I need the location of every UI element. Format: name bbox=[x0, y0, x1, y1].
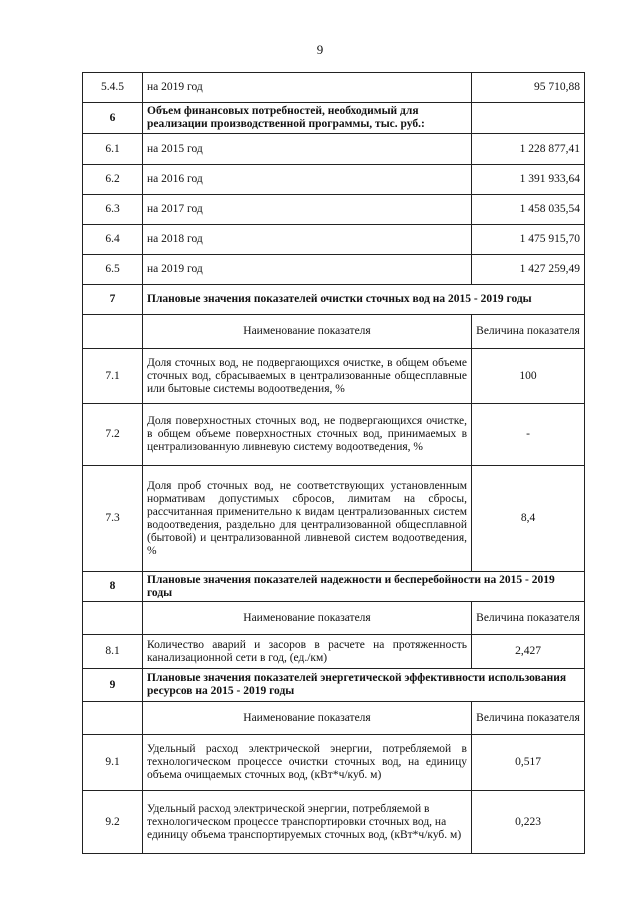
table-row bbox=[83, 791, 585, 854]
table-row bbox=[83, 73, 585, 103]
empty-cell bbox=[83, 315, 143, 349]
table-row bbox=[83, 134, 585, 165]
table-row bbox=[83, 255, 585, 285]
table-row bbox=[83, 195, 585, 225]
row-number: 6.3 bbox=[83, 195, 143, 225]
table-row bbox=[83, 466, 585, 572]
row-value: 0,517 bbox=[472, 735, 585, 791]
section-row bbox=[83, 669, 585, 702]
row-value: 1 475 915,70 bbox=[472, 225, 585, 255]
section-title: Плановые значения показателей очистки сточных вод на 2015 - 2019 годы bbox=[143, 285, 585, 315]
section-number: 7 bbox=[83, 285, 143, 315]
row-name: на 2016 год bbox=[143, 165, 472, 195]
section-number: 6 bbox=[83, 103, 143, 134]
section-number: 9 bbox=[83, 669, 143, 702]
row-value: 1 228 877,41 bbox=[472, 134, 585, 165]
row-number: 9.1 bbox=[83, 735, 143, 791]
row-value: 1 391 933,64 bbox=[472, 165, 585, 195]
column-header-value: Величина показателя bbox=[472, 702, 585, 735]
row-value: - bbox=[472, 404, 585, 466]
section-title: Объем финансовых потребностей, необходимый для реализации производственной программы, тыс. руб.: bbox=[143, 103, 472, 134]
section-number: 8 bbox=[83, 572, 143, 602]
page-number: 9 bbox=[316, 42, 324, 57]
row-value: 2,427 bbox=[472, 635, 585, 669]
row-name: на 2018 год bbox=[143, 225, 472, 255]
table-row bbox=[83, 404, 585, 466]
empty-cell bbox=[472, 103, 585, 134]
column-header-value: Величина показателя bbox=[472, 315, 585, 349]
column-header-name: Наименование показателя bbox=[143, 602, 472, 635]
column-header-name: Наименование показателя bbox=[143, 315, 472, 349]
row-name: Удельный расход электрической энергии, потребляемой в технологическом процессе очистки сточных вод, на единицу объема очищаемых сточных вод, (кВт*ч/куб. м) bbox=[143, 735, 472, 791]
row-number: 7.3 bbox=[83, 466, 143, 572]
table-row bbox=[83, 735, 585, 791]
row-number: 7.1 bbox=[83, 349, 143, 404]
row-name: на 2019 год bbox=[143, 73, 472, 103]
row-number: 6.1 bbox=[83, 134, 143, 165]
table-row bbox=[83, 225, 585, 255]
table-row bbox=[83, 635, 585, 669]
row-value: 95 710,88 bbox=[472, 73, 585, 103]
section-row bbox=[83, 103, 585, 134]
row-name: Удельный расход электрической энергии, потребляемой в технологическом процессе транспортировки сточных вод, на единицу объема транспортируемых сточных вод, (кВт*ч/куб. м) bbox=[143, 791, 472, 854]
row-name: на 2015 год bbox=[143, 134, 472, 165]
row-number: 6.2 bbox=[83, 165, 143, 195]
row-name: Доля сточных вод, не подвергающихся очистке, в общем объеме сточных вод, сбрасываемых в централизованные общесплавные или бытовые системы водоотведения, % bbox=[143, 349, 472, 404]
row-number: 6.4 bbox=[83, 225, 143, 255]
table-row bbox=[83, 349, 585, 404]
section-title: Плановые значения показателей надежности и бесперебойности на 2015 - 2019 годы bbox=[143, 572, 585, 602]
section-row bbox=[83, 572, 585, 602]
empty-cell bbox=[83, 702, 143, 735]
row-value: 8,4 bbox=[472, 466, 585, 572]
program-indicators-table bbox=[82, 72, 585, 854]
section-title: Плановые значения показателей энергетической эффективности использования ресурсов на 2015 - 2019 годы bbox=[143, 669, 585, 702]
row-number: 7.2 bbox=[83, 404, 143, 466]
table-row bbox=[83, 165, 585, 195]
row-number: 8.1 bbox=[83, 635, 143, 669]
row-value: 1 427 259,49 bbox=[472, 255, 585, 285]
row-number: 6.5 bbox=[83, 255, 143, 285]
row-value: 1 458 035,54 bbox=[472, 195, 585, 225]
row-value: 100 bbox=[472, 349, 585, 404]
row-name: на 2017 год bbox=[143, 195, 472, 225]
column-header-value: Величина показателя bbox=[472, 602, 585, 635]
row-number: 5.4.5 bbox=[83, 73, 143, 103]
section-row bbox=[83, 285, 585, 315]
column-header-name: Наименование показателя bbox=[143, 702, 472, 735]
row-number: 9.2 bbox=[83, 791, 143, 854]
row-name: Доля проб сточных вод, не соответствующих установленным нормативам допустимых сбросов, лимитам на сбросы, рассчитанная применительно к видам централизованных систем водоотведения, раздельно для централизованной общесплавной (бытовой) и централизованной ливневой систем водоотведения, % bbox=[143, 466, 472, 572]
row-name: Доля поверхностных сточных вод, не подвергающихся очистке, в общем объеме поверхностных сточных вод, принимаемых в централизованную ливневую систему водоотведения, % bbox=[143, 404, 472, 466]
header-row bbox=[83, 315, 585, 349]
header-row bbox=[83, 602, 585, 635]
row-name: Количество аварий и засоров в расчете на протяженность канализационной сети в год, (ед./км) bbox=[143, 635, 472, 669]
row-value: 0,223 bbox=[472, 791, 585, 854]
empty-cell bbox=[83, 602, 143, 635]
header-row bbox=[83, 702, 585, 735]
row-name: на 2019 год bbox=[143, 255, 472, 285]
